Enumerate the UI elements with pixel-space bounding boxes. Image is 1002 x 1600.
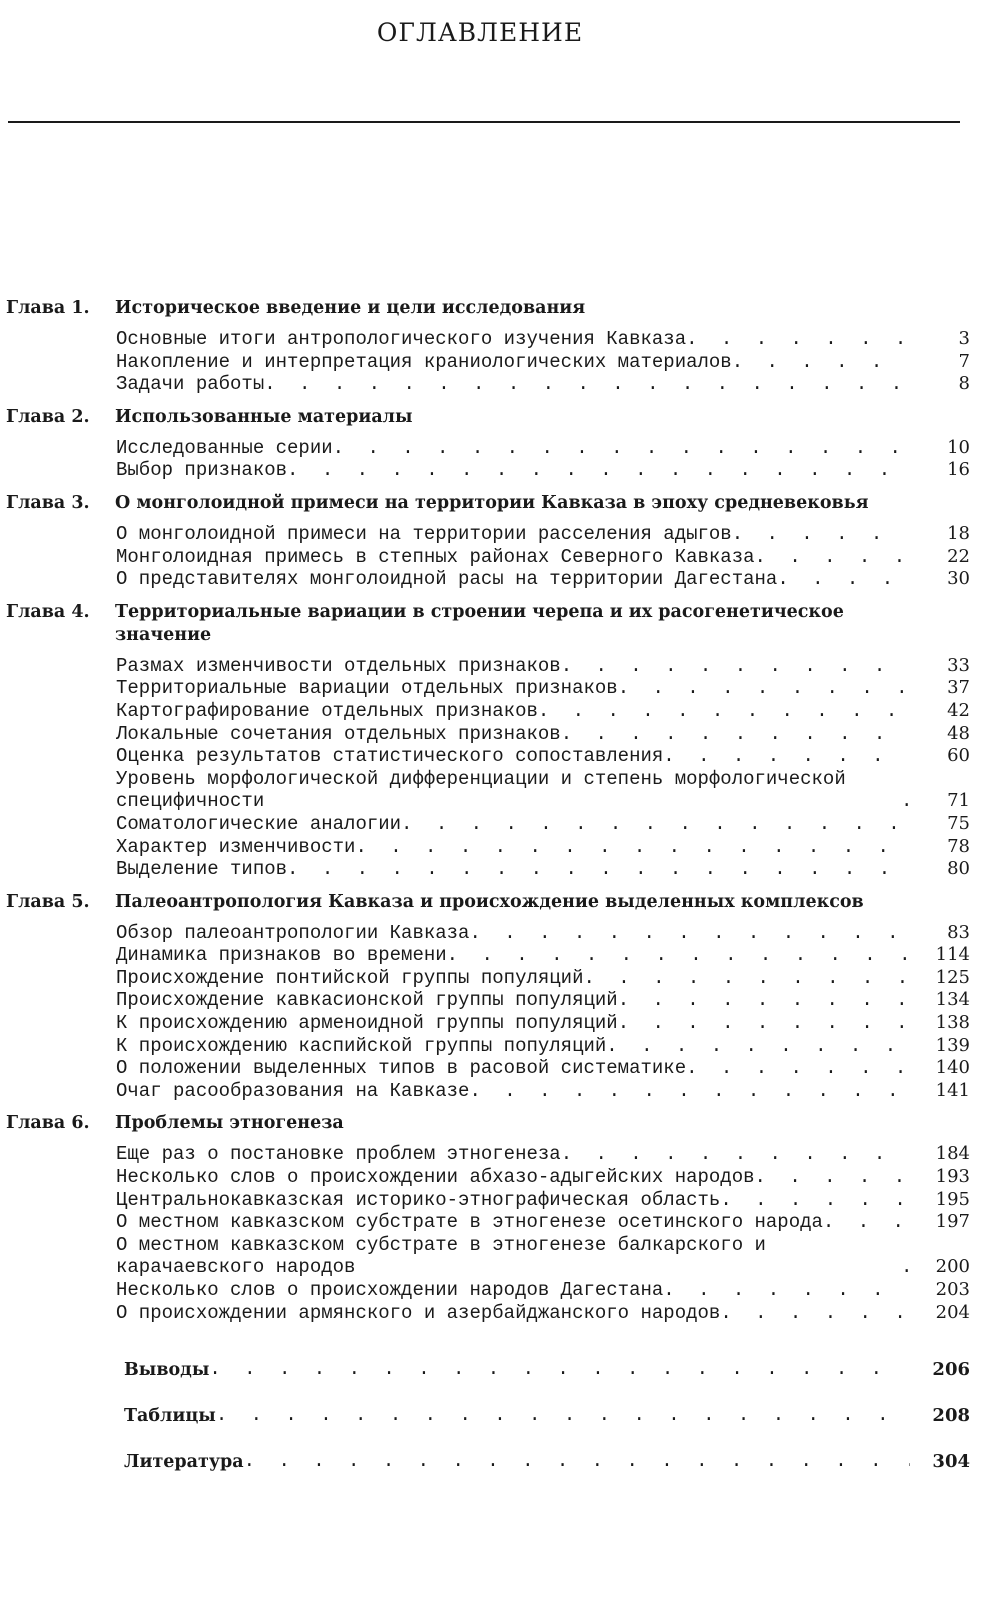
chapter-label: Глава 4. bbox=[6, 601, 90, 622]
toc-entry bbox=[0, 437, 970, 460]
back-matter-label: Выводы bbox=[124, 1360, 210, 1381]
dot-leader bbox=[287, 858, 910, 881]
dot-leader bbox=[469, 922, 910, 945]
entry-title: Картографирование отдельных признаков bbox=[116, 699, 538, 722]
entry-title: Накопление и интерпретация краниологических материалов bbox=[116, 350, 732, 373]
toc-entry bbox=[0, 813, 970, 836]
dot-leader bbox=[618, 677, 910, 700]
dot-leader bbox=[618, 989, 910, 1012]
dot-leader bbox=[583, 967, 910, 990]
chapter-section bbox=[0, 297, 1002, 396]
dot-leader bbox=[901, 790, 910, 813]
page-number: 48 bbox=[947, 722, 970, 744]
page-number: 10 bbox=[947, 436, 970, 458]
page-number: 60 bbox=[947, 745, 970, 767]
dot-leader bbox=[823, 1211, 910, 1234]
chapter-entries bbox=[0, 655, 1002, 881]
chapter-heading bbox=[0, 492, 1002, 515]
dot-leader bbox=[777, 568, 910, 591]
dot-leader bbox=[606, 1035, 910, 1058]
toc-entry bbox=[0, 1211, 970, 1234]
toc-entry bbox=[0, 1057, 970, 1080]
dot-leader bbox=[732, 351, 910, 374]
dot-leader bbox=[561, 723, 910, 746]
entry-title: Исследованные серии bbox=[116, 436, 333, 459]
chapter-title: Историческое введение и цели исследования bbox=[115, 298, 586, 318]
dot-leader bbox=[618, 1012, 910, 1035]
chapter-title: О монголоидной примеси на территории Кавказа в эпоху средневековья bbox=[115, 492, 869, 513]
entry-title: К происхождению каспийской группы популяций bbox=[116, 1034, 607, 1057]
entry-title: Территориальные вариации отдельных признаков bbox=[116, 677, 618, 700]
chapter-label: Глава 2. bbox=[6, 406, 90, 427]
back-matter-entry bbox=[0, 1334, 970, 1380]
toc-entry bbox=[0, 655, 970, 678]
page-number: 125 bbox=[935, 966, 970, 988]
chapter-heading bbox=[0, 891, 1002, 914]
toc-entry bbox=[0, 967, 970, 990]
entry-title: Выбор признаков bbox=[116, 459, 288, 482]
chapter-heading bbox=[0, 406, 1002, 429]
toc-entry bbox=[0, 1234, 970, 1279]
page-number: 134 bbox=[935, 989, 970, 1011]
entry-title: Локальные сочетания отдельных признаков bbox=[116, 722, 561, 745]
entry-title: Несколько слов о происхождении абхазо-адыгейских народов bbox=[116, 1166, 755, 1189]
entry-title: Основные итоги антропологического изучения Кавказа bbox=[116, 328, 687, 350]
toc-entry bbox=[0, 328, 970, 351]
entry-title: Характер изменчивости bbox=[116, 835, 356, 858]
entry-title: Соматологические аналогии bbox=[116, 812, 402, 835]
toc-entry bbox=[0, 459, 970, 482]
chapter-title: Использованные материалы bbox=[115, 406, 413, 427]
page-number: 141 bbox=[935, 1079, 970, 1101]
chapter-section bbox=[0, 406, 1002, 482]
dot-leader bbox=[287, 459, 910, 482]
page-number: 140 bbox=[935, 1057, 970, 1079]
page-number: 83 bbox=[947, 921, 970, 943]
toc-entry bbox=[0, 546, 970, 569]
back-matter-entry bbox=[0, 1380, 970, 1426]
dot-leader bbox=[686, 328, 910, 351]
chapter-section bbox=[0, 601, 1002, 881]
toc-entry bbox=[0, 1012, 970, 1035]
title-rule bbox=[8, 121, 960, 123]
entry-title: Центральнокавказская историко-этнографическая область bbox=[116, 1188, 721, 1211]
page-number: 75 bbox=[947, 812, 970, 834]
toc-entry bbox=[0, 836, 970, 859]
page-number: 203 bbox=[935, 1279, 970, 1300]
page-number: 114 bbox=[935, 944, 970, 966]
toc-entry bbox=[0, 1166, 970, 1189]
chapter-entries bbox=[0, 437, 1002, 482]
chapter-heading bbox=[0, 297, 1002, 320]
page-number: 71 bbox=[947, 790, 970, 812]
chapter-section bbox=[0, 1112, 1002, 1324]
page-number: 195 bbox=[935, 1188, 970, 1210]
chapter-title: Проблемы этногенеза bbox=[115, 1113, 344, 1134]
page-number: 304 bbox=[932, 1451, 970, 1473]
chapter-entries bbox=[0, 523, 1002, 591]
toc-entry bbox=[0, 989, 970, 1012]
page-number: 197 bbox=[935, 1211, 970, 1233]
table-of-contents bbox=[0, 297, 1002, 1472]
entry-title: Несколько слов о происхождении народов Дагестана bbox=[116, 1279, 664, 1301]
page-number: 3 bbox=[958, 328, 970, 349]
dot-leader bbox=[355, 836, 910, 859]
page-number: 206 bbox=[932, 1359, 970, 1381]
page-number: 193 bbox=[935, 1166, 970, 1188]
entry-title: Оценка результатов статистического сопоставления bbox=[116, 745, 664, 768]
toc-entry bbox=[0, 1143, 970, 1166]
chapter-heading bbox=[0, 601, 1002, 647]
dot-leader bbox=[264, 373, 910, 396]
dot-leader bbox=[720, 1302, 910, 1325]
entry-title: Очаг расообразования на Кавказе bbox=[116, 1079, 470, 1102]
dot-leader bbox=[209, 1358, 910, 1380]
dot-leader bbox=[561, 655, 910, 678]
entry-title: Монголоидная примесь в степных районах Северного Кавказа bbox=[116, 545, 755, 568]
page-number: 200 bbox=[935, 1256, 970, 1278]
chapter-section bbox=[0, 891, 1002, 1103]
entry-title: Происхождение понтийской группы популяций bbox=[116, 966, 584, 989]
toc-entry bbox=[0, 745, 970, 768]
chapter-label: Глава 6. bbox=[6, 1113, 90, 1134]
page-number: 37 bbox=[947, 677, 970, 699]
page-number: 139 bbox=[935, 1034, 970, 1056]
dot-leader bbox=[755, 546, 910, 569]
entry-title: Размах изменчивости отдельных признаков bbox=[116, 654, 561, 677]
entry-title: О представителях монголоидной расы на территории Дагестана bbox=[116, 568, 778, 591]
dot-leader bbox=[720, 1189, 910, 1212]
page-number: 138 bbox=[935, 1012, 970, 1034]
dot-leader bbox=[561, 1143, 910, 1166]
page-number: 30 bbox=[947, 568, 970, 590]
dot-leader bbox=[447, 944, 910, 967]
page-number: 16 bbox=[947, 459, 970, 481]
entry-title: О монголоидной примеси на территории расселения адыгов bbox=[116, 522, 732, 545]
chapter-title: Палеоантропология Кавказа и происхождение выделенных комплексов bbox=[115, 891, 864, 912]
toc-entry bbox=[0, 1035, 970, 1058]
toc-entry bbox=[0, 723, 970, 746]
page-number: 7 bbox=[958, 350, 970, 372]
page-number: 33 bbox=[947, 654, 970, 676]
entry-title: К происхождению арменоидной группы популяций bbox=[116, 1012, 618, 1035]
toc-entry bbox=[0, 373, 970, 396]
entry-title: О местном кавказском субстрате в этногенезе осетинского народа bbox=[116, 1211, 823, 1234]
toc-entry bbox=[0, 568, 970, 591]
page-number: 18 bbox=[947, 522, 970, 544]
chapter-section bbox=[0, 492, 1002, 591]
entry-title: О местном кавказском субстрате в этногенезе балкарского и карачаевского народов bbox=[116, 1233, 766, 1279]
entry-title: Еще раз о постановке проблем этногенеза bbox=[116, 1143, 561, 1166]
page-number: 184 bbox=[935, 1143, 970, 1165]
dot-leader bbox=[755, 1166, 910, 1189]
toc-entry bbox=[0, 1302, 970, 1325]
page-number: 204 bbox=[935, 1301, 970, 1323]
chapter-title: Территориальные вариации в строении черепа и их расогенетическое значение bbox=[115, 601, 844, 645]
entry-title: Происхождение кавкасионской группы популяций bbox=[116, 989, 618, 1012]
chapter-entries bbox=[0, 328, 1002, 396]
toc-entry bbox=[0, 1080, 970, 1103]
toc-entry bbox=[0, 768, 970, 813]
page-number: 42 bbox=[947, 699, 970, 721]
page-title: ОГЛАВЛЕНИЕ bbox=[376, 18, 584, 47]
toc-entry bbox=[0, 700, 970, 723]
dot-leader bbox=[469, 1080, 910, 1103]
entry-title: Уровень морфологической дифференциации и степень морфологической специфичности bbox=[116, 767, 846, 813]
back-matter-label: Литература bbox=[124, 1452, 244, 1473]
chapter-label: Глава 5. bbox=[6, 891, 90, 912]
dot-leader bbox=[216, 1404, 910, 1426]
toc-entry bbox=[0, 677, 970, 700]
toc-entry bbox=[0, 1279, 970, 1302]
dot-leader bbox=[901, 1256, 910, 1279]
page-number: 78 bbox=[947, 835, 970, 857]
chapter-label: Глава 1. bbox=[6, 298, 90, 318]
dot-leader bbox=[732, 523, 910, 546]
entry-title: О положении выделенных типов в расовой систематике bbox=[116, 1057, 687, 1080]
back-matter-label: Таблицы bbox=[124, 1406, 216, 1427]
chapter-entries bbox=[0, 1143, 1002, 1324]
dot-leader bbox=[663, 745, 910, 768]
toc-entry bbox=[0, 523, 970, 546]
entry-title: Задачи работы bbox=[116, 373, 265, 396]
entry-title: О происхождении армянского и азербайджанского народов bbox=[116, 1301, 721, 1324]
page-number: 208 bbox=[932, 1405, 970, 1427]
dot-leader bbox=[333, 437, 910, 460]
dot-leader bbox=[401, 813, 910, 836]
page-number: 80 bbox=[947, 858, 970, 880]
toc-entry bbox=[0, 858, 970, 881]
dot-leader bbox=[244, 1450, 910, 1472]
chapter-label: Глава 3. bbox=[6, 492, 90, 513]
dot-leader bbox=[686, 1057, 910, 1080]
page-number: 8 bbox=[958, 373, 970, 395]
entry-title: Обзор палеоантропологии Кавказа bbox=[116, 921, 470, 944]
dot-leader bbox=[538, 700, 910, 723]
entry-title: Выделение типов bbox=[116, 858, 288, 881]
chapter-entries bbox=[0, 922, 1002, 1103]
toc-entry bbox=[0, 1189, 970, 1212]
page-number: 22 bbox=[947, 545, 970, 567]
dot-leader bbox=[663, 1279, 910, 1302]
toc-entry bbox=[0, 922, 970, 945]
back-matter-entry bbox=[0, 1426, 970, 1472]
entry-title: Динамика признаков во времени bbox=[116, 944, 447, 967]
chapter-heading bbox=[0, 1112, 1002, 1135]
toc-entry bbox=[0, 351, 970, 374]
toc-entry bbox=[0, 944, 970, 967]
